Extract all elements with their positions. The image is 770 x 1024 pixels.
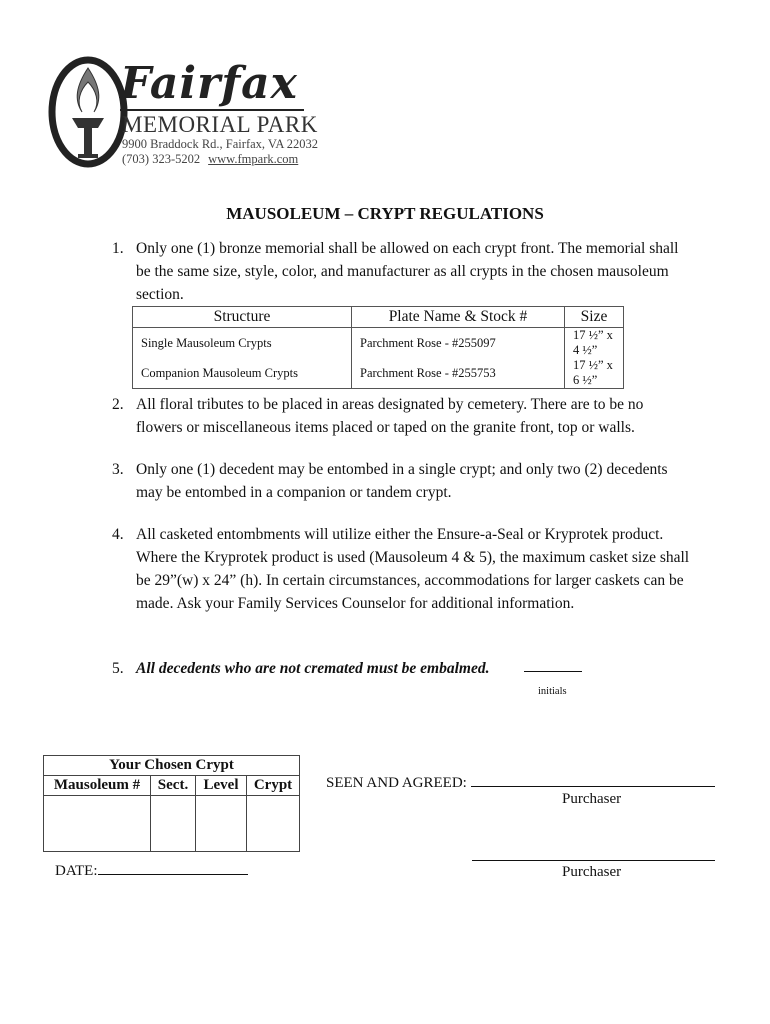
item-number: 2. (112, 396, 124, 413)
table-cell: Single Mausoleum Crypts (133, 328, 352, 359)
chosen-crypt-table (43, 755, 300, 852)
logo-name: Fairfax (120, 58, 298, 109)
initials-field[interactable] (524, 671, 582, 672)
date-label: DATE: (55, 863, 98, 879)
section-input[interactable] (151, 796, 196, 852)
logo-url-link[interactable]: www.fmpark.com (208, 152, 299, 166)
table-row (133, 358, 624, 389)
plate-table-header-plate: Plate Name & Stock # (352, 307, 565, 328)
crypt-col-level: Level (196, 776, 247, 796)
logo-address: 9900 Braddock Rd., Fairfax, VA 22032 (122, 137, 319, 151)
date-field[interactable] (98, 860, 248, 875)
logo-phone: (703) 323-5202 (122, 152, 201, 166)
regulation-item-3 (112, 458, 692, 504)
plate-table-header-structure: Structure (133, 307, 352, 328)
crypt-input[interactable] (247, 796, 300, 852)
level-input[interactable] (196, 796, 247, 852)
item-text: Only one (1) decedent may be entombed in a single crypt; and only two (2) decedents may be entombed in a companion or tandem crypt. (136, 461, 668, 501)
seen-agreed (326, 772, 715, 792)
table-row (133, 328, 624, 359)
initials-label: initials (538, 686, 567, 697)
plate-table (132, 306, 624, 389)
mausoleum-input[interactable] (44, 796, 151, 852)
crypt-col-mausoleum: Mausoleum # (44, 776, 151, 796)
logo-subtitle: MEMORIAL PARK (122, 112, 318, 137)
table-cell: 17 ½” x 6 ½” (565, 358, 624, 389)
item-number: 5. (112, 660, 124, 677)
item-number: 1. (112, 240, 124, 257)
regulation-item-4 (112, 523, 692, 615)
item-text: All floral tributes to be placed in areas designated by cemetery. There are to be no flowers or miscellaneous items placed or taped on the granite front, top or walls. (136, 396, 644, 436)
regulation-item-1 (112, 237, 692, 306)
item-text: Only one (1) bronze memorial shall be allowed on each crypt front. The memorial shall be the same size, style, color, and manufacturer as all crypts in the chosen mausoleum section. (136, 240, 679, 303)
page-title: MAUSOLEUM – CRYPT REGULATIONS (226, 204, 544, 223)
item-number: 3. (112, 461, 124, 478)
seen-agreed-label: SEEN AND AGREED: (326, 775, 467, 791)
purchaser-signature-field-2[interactable] (472, 860, 715, 861)
date-line (55, 860, 248, 880)
chosen-crypt-title: Your Chosen Crypt (44, 756, 300, 776)
table-cell: 17 ½” x 4 ½” (565, 328, 624, 359)
regulation-item-5 (112, 657, 692, 680)
logo-contact (122, 152, 298, 167)
purchaser-label-1: Purchaser (562, 791, 622, 807)
purchaser-label-2: Purchaser (562, 864, 622, 880)
plate-table-header-size: Size (565, 307, 624, 328)
table-cell: Companion Mausoleum Crypts (133, 358, 352, 389)
item-number: 4. (112, 526, 124, 543)
crypt-col-section: Sect. (151, 776, 196, 796)
crypt-col-crypt: Crypt (247, 776, 300, 796)
regulation-item-2 (112, 393, 692, 439)
purchaser-signature-field-1[interactable] (471, 772, 715, 787)
table-cell: Parchment Rose - #255097 (352, 328, 565, 359)
item-text: All casketed entombments will utilize either the Ensure-a-Seal or Kryprotek product. Where the Kryprotek product is used (Mausoleum 4 & 5), the maximum casket size shall be 29”(w) x 24” (h). In certain circumstances, accommodations for larger caskets can be made. Ask your Family Services Counselor for additional information. (136, 526, 690, 612)
table-cell: Parchment Rose - #255753 (352, 358, 565, 389)
item-text: All decedents who are not cremated must be embalmed. (136, 660, 490, 677)
